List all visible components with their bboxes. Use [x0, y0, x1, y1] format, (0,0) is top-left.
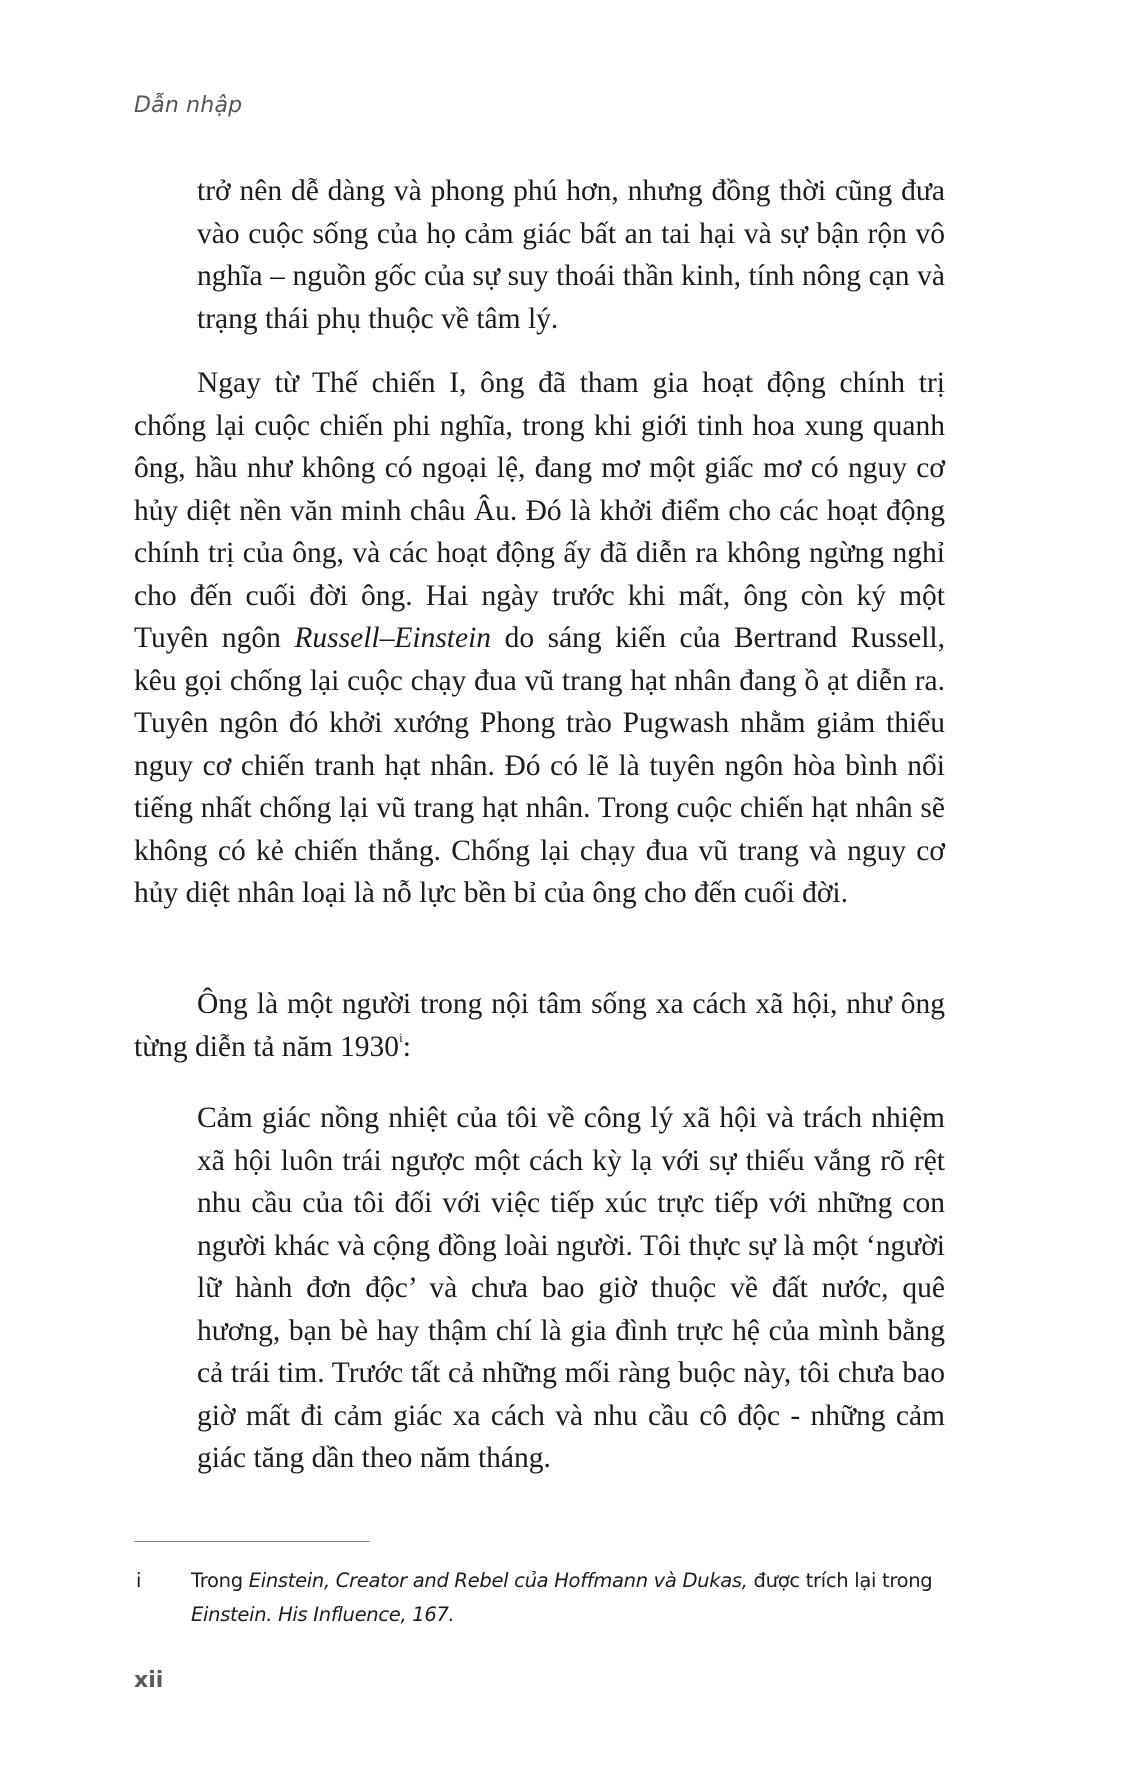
page-number: xii: [134, 1668, 164, 1693]
continuation-paragraph: [197, 170, 945, 340]
manifesto-title: Russell–Einstein: [294, 622, 492, 654]
book-title: Einstein, Creator and Rebel của Hoffmann và Dukas,: [248, 1569, 748, 1592]
footnote-mark: i: [136, 1569, 142, 1592]
footnote-separator: [134, 1541, 370, 1542]
footnote-reference[interactable]: i: [399, 1029, 403, 1045]
text-run: được trích lại trong: [747, 1569, 933, 1592]
paragraph-einstein-politics: [134, 362, 945, 915]
footnote-text: [191, 1564, 945, 1632]
paragraph-text: [134, 983, 945, 1068]
running-head: Dẫn nhập: [134, 93, 243, 118]
text-run: :: [402, 1030, 411, 1063]
text-run: Ngay từ Thế chiến I, ông đã tham gia hoạt động chính trị chống lại cuộc chiến phi nghĩa, trong khi giới tinh hoa xung quanh ông, hầu như không có ngoại lệ, đang mơ một giấc mơ có nguy cơ hủy diệt nền văn minh châu Âu. Đó là khởi điểm cho các hoạt động chính trị của ông, và các hoạt động ấy đã diễn ra không ngừng nghỉ cho đến cuối đời ông. Hai ngày trước khi mất, ông còn ký một Tuyên ngôn: [134, 367, 945, 654]
paragraph-text: trở nên dễ dàng và phong phú hơn, nhưng đồng thời cũng đưa vào cuộc sống của họ cảm giác bất an tai hại và sự bận rộn vô nghĩa – nguồn gốc của sự suy thoái thần kinh, tính nông cạn và trạng thái phụ thuộc về tâm lý.: [197, 175, 945, 335]
quote-text: Cảm giác nồng nhiệt của tôi về công lý xã hội và trách nhiệm xã hội luôn trái ngược một cách kỳ lạ với sự thiếu vắng rõ rệt nhu cầu của tôi đối với việc tiếp xúc trực tiếp với những con người khác và cộng đồng loài người. Tôi thực sự là một ‘người lữ hành đơn độc’ và chưa bao giờ thuộc về đất nước, quê hương, bạn bè hay thậm chí là gia đình trực hệ của mình bằng cả trái tim. Trước tất cả những mối ràng buộc này, tôi chưa bao giờ mất đi cảm giác xa cách và nhu cầu cô độc - những cảm giác tăng dần theo năm tháng.: [197, 1102, 945, 1474]
text-run: Ông là một người trong nội tâm sống xa cách xã hội, như ông từng diễn tả năm 1930: [134, 988, 945, 1063]
paragraph-solitude-intro: [134, 983, 945, 1068]
block-quote: [197, 1097, 945, 1480]
book-title: Einstein. His Influence, 167.: [191, 1603, 455, 1626]
text-run: do sáng kiến của Bertrand Russell, kêu gọi chống lại cuộc chạy đua vũ trang hạt nhân đang ồ ạt diễn ra. Tuyên ngôn đó khởi xướng Phong trào Pugwash nhằm giảm thiểu nguy cơ chiến tranh hạt nhân. Đó có lẽ là tuyên ngôn hòa bình nổi tiếng nhất chống lại vũ trang hạt nhân. Trong cuộc chiến hạt nhân sẽ không có kẻ chiến thắng. Chống lại chạy đua vũ trang và nguy cơ hủy diệt nhân loại là nỗ lực bền bỉ của ông cho đến cuối đời.: [134, 622, 945, 909]
text-run: Trong: [191, 1569, 249, 1592]
paragraph-text: [134, 362, 945, 915]
